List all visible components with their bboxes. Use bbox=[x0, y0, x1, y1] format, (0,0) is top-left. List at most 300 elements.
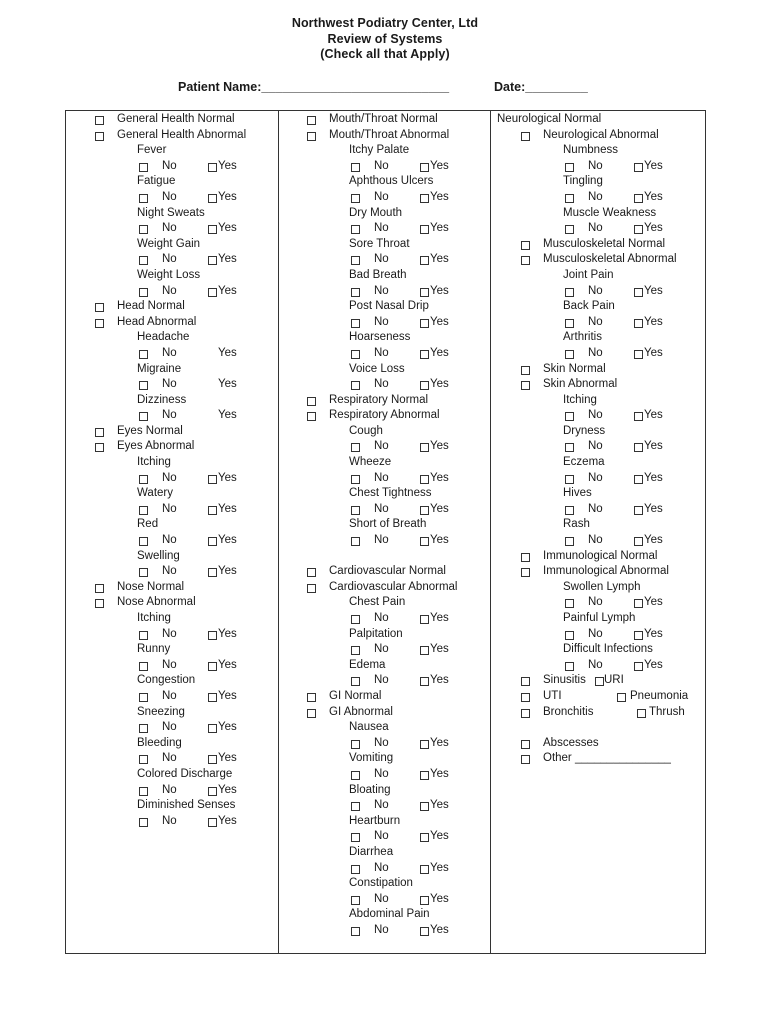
no-label: No bbox=[162, 409, 177, 422]
list-item bbox=[305, 439, 488, 455]
yes-checkbox[interactable] bbox=[420, 256, 429, 265]
yes-checkbox[interactable] bbox=[634, 443, 643, 452]
list-item bbox=[93, 174, 276, 190]
checkbox[interactable] bbox=[95, 428, 104, 437]
list-item bbox=[497, 393, 703, 409]
list-item bbox=[93, 720, 276, 736]
yes-checkbox[interactable] bbox=[634, 599, 643, 608]
no-checkbox[interactable] bbox=[351, 443, 360, 452]
list-item bbox=[497, 549, 703, 565]
checkbox[interactable] bbox=[521, 553, 530, 562]
no-checkbox[interactable] bbox=[565, 412, 574, 421]
item-label: General Health Normal bbox=[117, 113, 235, 125]
no-label: No bbox=[162, 689, 177, 702]
yes-checkbox[interactable] bbox=[208, 787, 217, 796]
yes-label: Yes bbox=[644, 627, 663, 640]
yes-label: Yes bbox=[644, 658, 663, 671]
no-checkbox[interactable] bbox=[565, 475, 574, 484]
item-label: Immunological Abnormal bbox=[543, 565, 669, 578]
yes-checkbox[interactable] bbox=[208, 194, 217, 203]
checkbox[interactable] bbox=[307, 709, 316, 718]
yes-checkbox[interactable] bbox=[208, 537, 217, 546]
no-checkbox[interactable] bbox=[139, 288, 148, 297]
list-item bbox=[305, 767, 488, 783]
list-item bbox=[497, 377, 703, 393]
list-item bbox=[497, 564, 703, 580]
symptom-label: Cough bbox=[349, 424, 383, 437]
yes-label: Yes bbox=[218, 783, 237, 796]
symptom-label: Chest Tightness bbox=[349, 487, 432, 500]
yes-checkbox[interactable] bbox=[208, 662, 217, 671]
yes-checkbox[interactable] bbox=[420, 288, 429, 297]
yes-label: Yes bbox=[644, 409, 663, 422]
symptom-label: Chest Pain bbox=[349, 596, 406, 609]
yes-checkbox[interactable] bbox=[420, 646, 429, 655]
list-item bbox=[93, 486, 276, 502]
checkbox[interactable] bbox=[521, 132, 530, 141]
list-item bbox=[305, 268, 488, 284]
symptom-label: Diarrhea bbox=[349, 845, 394, 858]
yes-checkbox[interactable] bbox=[208, 288, 217, 297]
yes-label: Yes bbox=[430, 440, 449, 453]
no-label: No bbox=[374, 502, 389, 515]
symptom-label: Bloating bbox=[349, 783, 391, 796]
list-item bbox=[93, 206, 276, 222]
list-item bbox=[93, 580, 276, 596]
no-checkbox[interactable] bbox=[565, 506, 574, 515]
list-item bbox=[497, 471, 703, 487]
no-checkbox[interactable] bbox=[565, 537, 574, 546]
item-label: Mouth/Throat Abnormal bbox=[329, 128, 450, 141]
list-item bbox=[497, 658, 703, 674]
list-item bbox=[497, 174, 703, 190]
no-checkbox[interactable] bbox=[351, 225, 360, 234]
no-checkbox[interactable] bbox=[351, 740, 360, 749]
yes-checkbox[interactable] bbox=[420, 537, 429, 546]
yes-checkbox[interactable] bbox=[420, 865, 429, 874]
yes-checkbox[interactable] bbox=[634, 631, 643, 640]
yes-checkbox[interactable] bbox=[208, 225, 217, 234]
list-item bbox=[305, 517, 488, 533]
symptom-label: Constipation bbox=[349, 877, 413, 890]
list-item bbox=[305, 845, 488, 861]
no-label: No bbox=[374, 861, 389, 874]
list-item bbox=[497, 299, 703, 315]
list-item bbox=[305, 408, 488, 424]
no-label: No bbox=[374, 253, 389, 266]
no-label: No bbox=[374, 222, 389, 235]
item-label: Musculoskeletal Normal bbox=[543, 237, 666, 250]
no-label: No bbox=[588, 284, 603, 297]
no-checkbox[interactable] bbox=[351, 350, 360, 359]
yes-label: Yes bbox=[644, 502, 663, 515]
yes-label: Yes bbox=[430, 767, 449, 780]
yes-checkbox[interactable] bbox=[208, 163, 217, 172]
yes-checkbox[interactable] bbox=[634, 163, 643, 172]
list-item bbox=[305, 346, 488, 362]
no-checkbox[interactable] bbox=[139, 662, 148, 671]
yes-checkbox[interactable] bbox=[634, 319, 643, 328]
checkbox[interactable] bbox=[521, 568, 530, 577]
checkbox[interactable] bbox=[307, 693, 316, 702]
list-item bbox=[497, 112, 703, 128]
yes-checkbox[interactable] bbox=[420, 740, 429, 749]
list-item bbox=[93, 549, 276, 565]
item-label: Eyes Normal bbox=[117, 424, 183, 437]
yes-checkbox[interactable] bbox=[208, 693, 217, 702]
yes-label: Yes bbox=[430, 253, 449, 266]
no-label: No bbox=[588, 534, 603, 547]
checkbox[interactable] bbox=[95, 443, 104, 452]
checkbox[interactable] bbox=[521, 693, 530, 702]
yes-checkbox[interactable] bbox=[634, 225, 643, 234]
no-checkbox[interactable] bbox=[565, 194, 574, 203]
yes-checkbox[interactable] bbox=[208, 475, 217, 484]
no-checkbox[interactable] bbox=[351, 927, 360, 936]
no-label: No bbox=[374, 190, 389, 203]
list-item bbox=[497, 642, 703, 658]
no-checkbox[interactable] bbox=[565, 631, 574, 640]
symptom-label: Hives bbox=[563, 487, 592, 500]
list-item bbox=[305, 720, 488, 736]
yes-checkbox[interactable] bbox=[420, 350, 429, 359]
no-checkbox[interactable] bbox=[351, 194, 360, 203]
yes-label: Yes bbox=[218, 565, 237, 578]
no-label: No bbox=[588, 471, 603, 484]
no-label: No bbox=[588, 346, 603, 359]
yes-label: Yes bbox=[430, 892, 449, 905]
checkbox[interactable] bbox=[521, 709, 530, 718]
yes-label: Yes bbox=[218, 689, 237, 702]
yes-checkbox[interactable] bbox=[634, 288, 643, 297]
symptom-label: Fatigue bbox=[137, 175, 176, 188]
no-checkbox[interactable] bbox=[139, 412, 148, 421]
symptom-label: Rash bbox=[563, 518, 590, 531]
symptom-label: Vomiting bbox=[349, 752, 394, 765]
yes-label: Yes bbox=[644, 284, 663, 297]
list-item bbox=[93, 627, 276, 643]
yes-checkbox[interactable] bbox=[420, 475, 429, 484]
list-item bbox=[305, 689, 488, 705]
list-item bbox=[497, 533, 703, 549]
list-item bbox=[93, 190, 276, 206]
checkbox[interactable] bbox=[95, 132, 104, 141]
symptom-label: Sneezing bbox=[137, 705, 185, 718]
list-item bbox=[305, 783, 488, 799]
list-item bbox=[497, 221, 703, 237]
list-item bbox=[305, 798, 488, 814]
no-checkbox[interactable] bbox=[139, 475, 148, 484]
list-item bbox=[305, 829, 488, 845]
no-checkbox[interactable] bbox=[139, 163, 148, 172]
no-checkbox[interactable] bbox=[351, 615, 360, 624]
yes-checkbox[interactable] bbox=[420, 225, 429, 234]
list-item bbox=[93, 143, 276, 159]
list-item bbox=[93, 673, 276, 689]
no-checkbox[interactable] bbox=[565, 225, 574, 234]
symptom-label: Sore Throat bbox=[349, 237, 410, 250]
list-item bbox=[93, 346, 276, 362]
yes-checkbox[interactable] bbox=[420, 506, 429, 515]
checkbox[interactable] bbox=[595, 677, 604, 686]
no-label: No bbox=[374, 923, 389, 936]
yes-checkbox[interactable] bbox=[634, 475, 643, 484]
item-label: Immunological Normal bbox=[543, 549, 658, 562]
yes-label: Yes bbox=[644, 315, 663, 328]
no-checkbox[interactable] bbox=[351, 646, 360, 655]
no-label: No bbox=[162, 783, 177, 796]
yes-checkbox[interactable] bbox=[208, 506, 217, 515]
yes-checkbox[interactable] bbox=[420, 381, 429, 390]
list-item bbox=[305, 642, 488, 658]
yes-checkbox[interactable] bbox=[208, 755, 217, 764]
yes-checkbox[interactable] bbox=[634, 350, 643, 359]
list-item bbox=[93, 112, 276, 128]
symptom-label: Fever bbox=[137, 144, 167, 157]
yes-checkbox[interactable] bbox=[420, 802, 429, 811]
yes-label: Yes bbox=[218, 534, 237, 547]
yes-label: Yes bbox=[218, 190, 237, 203]
list-item bbox=[93, 330, 276, 346]
no-label: No bbox=[588, 190, 603, 203]
yes-label: Yes bbox=[644, 190, 663, 203]
yes-label: Yes bbox=[644, 346, 663, 359]
list-item bbox=[497, 362, 703, 378]
no-checkbox[interactable] bbox=[139, 818, 148, 827]
no-checkbox[interactable] bbox=[139, 631, 148, 640]
no-label: No bbox=[588, 222, 603, 235]
checkbox[interactable] bbox=[95, 116, 104, 125]
yes-label: Yes bbox=[430, 315, 449, 328]
list-item bbox=[305, 486, 488, 502]
no-checkbox[interactable] bbox=[351, 771, 360, 780]
no-checkbox[interactable] bbox=[351, 288, 360, 297]
list-item bbox=[305, 206, 488, 222]
list-item bbox=[305, 284, 488, 300]
yes-checkbox[interactable] bbox=[420, 927, 429, 936]
no-checkbox[interactable] bbox=[351, 506, 360, 515]
list-item bbox=[93, 783, 276, 799]
yes-checkbox[interactable] bbox=[634, 662, 643, 671]
patient-name-field[interactable]: Patient Name:___________________________ bbox=[178, 80, 450, 94]
checkbox[interactable] bbox=[307, 568, 316, 577]
checkbox[interactable] bbox=[521, 740, 530, 749]
no-label: No bbox=[374, 799, 389, 812]
no-checkbox[interactable] bbox=[351, 865, 360, 874]
no-label: No bbox=[162, 378, 177, 391]
checkbox[interactable] bbox=[617, 693, 626, 702]
no-checkbox[interactable] bbox=[139, 787, 148, 796]
yes-checkbox[interactable] bbox=[208, 724, 217, 733]
no-label: No bbox=[162, 627, 177, 640]
list-item bbox=[305, 580, 488, 596]
list-item bbox=[305, 377, 488, 393]
yes-label: Yes bbox=[218, 378, 237, 391]
no-checkbox[interactable] bbox=[565, 443, 574, 452]
list-item bbox=[93, 284, 276, 300]
no-checkbox[interactable] bbox=[139, 381, 148, 390]
no-checkbox[interactable] bbox=[139, 568, 148, 577]
checkbox[interactable] bbox=[307, 132, 316, 141]
list-item bbox=[305, 424, 488, 440]
no-checkbox[interactable] bbox=[351, 896, 360, 905]
no-checkbox[interactable] bbox=[565, 163, 574, 172]
no-label: No bbox=[374, 315, 389, 328]
no-checkbox[interactable] bbox=[565, 288, 574, 297]
symptom-label: Heartburn bbox=[349, 814, 401, 827]
no-checkbox[interactable] bbox=[139, 350, 148, 359]
yes-checkbox[interactable] bbox=[420, 615, 429, 624]
item-label: URI bbox=[604, 674, 624, 687]
list-item bbox=[497, 720, 703, 736]
yes-checkbox[interactable] bbox=[208, 631, 217, 640]
list-item bbox=[497, 346, 703, 362]
no-checkbox[interactable] bbox=[139, 506, 148, 515]
yes-checkbox[interactable] bbox=[420, 194, 429, 203]
list-item bbox=[305, 502, 488, 518]
no-label: No bbox=[588, 627, 603, 640]
list-item bbox=[93, 362, 276, 378]
list-item bbox=[93, 237, 276, 253]
yes-label: Yes bbox=[430, 923, 449, 936]
no-checkbox[interactable] bbox=[139, 693, 148, 702]
no-checkbox[interactable] bbox=[139, 755, 148, 764]
checkbox[interactable] bbox=[307, 584, 316, 593]
checkbox[interactable] bbox=[521, 677, 530, 686]
list-item bbox=[93, 658, 276, 674]
no-checkbox[interactable] bbox=[565, 599, 574, 608]
symptom-label: Red bbox=[137, 518, 159, 531]
yes-checkbox[interactable] bbox=[634, 412, 643, 421]
no-label: No bbox=[374, 830, 389, 843]
no-checkbox[interactable] bbox=[565, 662, 574, 671]
list-item bbox=[497, 424, 703, 440]
list-item bbox=[305, 362, 488, 378]
symptom-label: Arthritis bbox=[563, 331, 602, 344]
no-label: No bbox=[374, 378, 389, 391]
no-checkbox[interactable] bbox=[565, 350, 574, 359]
item-label: Other _______________ bbox=[543, 752, 671, 765]
no-checkbox[interactable] bbox=[139, 724, 148, 733]
checkbox[interactable] bbox=[521, 366, 530, 375]
list-item bbox=[305, 876, 488, 892]
list-item bbox=[93, 736, 276, 752]
checkbox[interactable] bbox=[521, 755, 530, 764]
checkbox[interactable] bbox=[521, 241, 530, 250]
yes-checkbox[interactable] bbox=[420, 163, 429, 172]
no-checkbox[interactable] bbox=[351, 833, 360, 842]
symptom-label: Dizziness bbox=[137, 393, 187, 406]
yes-checkbox[interactable] bbox=[420, 896, 429, 905]
list-item bbox=[497, 408, 703, 424]
list-item bbox=[93, 252, 276, 268]
no-label: No bbox=[162, 752, 177, 765]
yes-label: Yes bbox=[430, 346, 449, 359]
item-label: Sinusitis bbox=[543, 674, 586, 687]
list-item bbox=[305, 330, 488, 346]
list-item bbox=[305, 143, 488, 159]
checkbox[interactable] bbox=[307, 412, 316, 421]
no-checkbox[interactable] bbox=[351, 381, 360, 390]
yes-checkbox[interactable] bbox=[420, 319, 429, 328]
no-checkbox[interactable] bbox=[351, 802, 360, 811]
no-checkbox[interactable] bbox=[351, 163, 360, 172]
yes-checkbox[interactable] bbox=[634, 194, 643, 203]
no-checkbox[interactable] bbox=[565, 319, 574, 328]
item-label: Thrush bbox=[649, 705, 685, 718]
checkbox[interactable] bbox=[95, 584, 104, 593]
symptom-label: Colored Discharge bbox=[137, 767, 233, 780]
yes-checkbox[interactable] bbox=[208, 256, 217, 265]
list-item bbox=[305, 892, 488, 908]
no-checkbox[interactable] bbox=[351, 677, 360, 686]
yes-checkbox[interactable] bbox=[420, 677, 429, 686]
list-item bbox=[305, 237, 488, 253]
checkbox[interactable] bbox=[95, 599, 104, 608]
no-label: No bbox=[162, 658, 177, 671]
checkbox[interactable] bbox=[307, 116, 316, 125]
yes-checkbox[interactable] bbox=[420, 833, 429, 842]
list-item bbox=[93, 128, 276, 144]
no-checkbox[interactable] bbox=[139, 225, 148, 234]
org-name: Northwest Podiatry Center, Ltd bbox=[291, 16, 479, 30]
no-checkbox[interactable] bbox=[351, 475, 360, 484]
no-checkbox[interactable] bbox=[351, 319, 360, 328]
yes-label: Yes bbox=[218, 222, 237, 235]
list-item bbox=[305, 533, 488, 549]
no-checkbox[interactable] bbox=[351, 537, 360, 546]
no-label: No bbox=[588, 315, 603, 328]
yes-checkbox[interactable] bbox=[420, 771, 429, 780]
no-label: No bbox=[374, 736, 389, 749]
date-field[interactable]: Date:_________ bbox=[494, 80, 588, 94]
no-label: No bbox=[162, 222, 177, 235]
yes-label: Yes bbox=[218, 346, 237, 359]
yes-checkbox[interactable] bbox=[634, 506, 643, 515]
no-checkbox[interactable] bbox=[139, 256, 148, 265]
no-checkbox[interactable] bbox=[351, 256, 360, 265]
list-item bbox=[497, 736, 703, 752]
checkbox[interactable] bbox=[95, 303, 104, 312]
checkbox[interactable] bbox=[637, 709, 646, 718]
no-checkbox[interactable] bbox=[139, 194, 148, 203]
no-label: No bbox=[374, 471, 389, 484]
symptom-label: Migraine bbox=[137, 362, 182, 375]
yes-checkbox[interactable] bbox=[208, 568, 217, 577]
item-label: Cardiovascular Abnormal bbox=[329, 580, 458, 593]
yes-checkbox[interactable] bbox=[208, 818, 217, 827]
form-header bbox=[0, 16, 770, 63]
list-item bbox=[305, 907, 488, 923]
yes-checkbox[interactable] bbox=[634, 537, 643, 546]
item-label: Eyes Abnormal bbox=[117, 440, 195, 453]
symptom-label: Bad Breath bbox=[349, 268, 407, 281]
no-label: No bbox=[162, 721, 177, 734]
symptom-label: Voice Loss bbox=[349, 362, 405, 375]
checkbox[interactable] bbox=[307, 397, 316, 406]
checkbox[interactable] bbox=[521, 381, 530, 390]
checkbox[interactable] bbox=[95, 319, 104, 328]
checkbox[interactable] bbox=[521, 256, 530, 265]
list-item bbox=[305, 923, 488, 939]
yes-checkbox[interactable] bbox=[420, 443, 429, 452]
yes-label: Yes bbox=[430, 284, 449, 297]
symptom-label: Short of Breath bbox=[349, 518, 427, 531]
no-checkbox[interactable] bbox=[139, 537, 148, 546]
list-item bbox=[93, 767, 276, 783]
item-label: Head Abnormal bbox=[117, 315, 197, 328]
item-label: Nose Abnormal bbox=[117, 596, 196, 609]
